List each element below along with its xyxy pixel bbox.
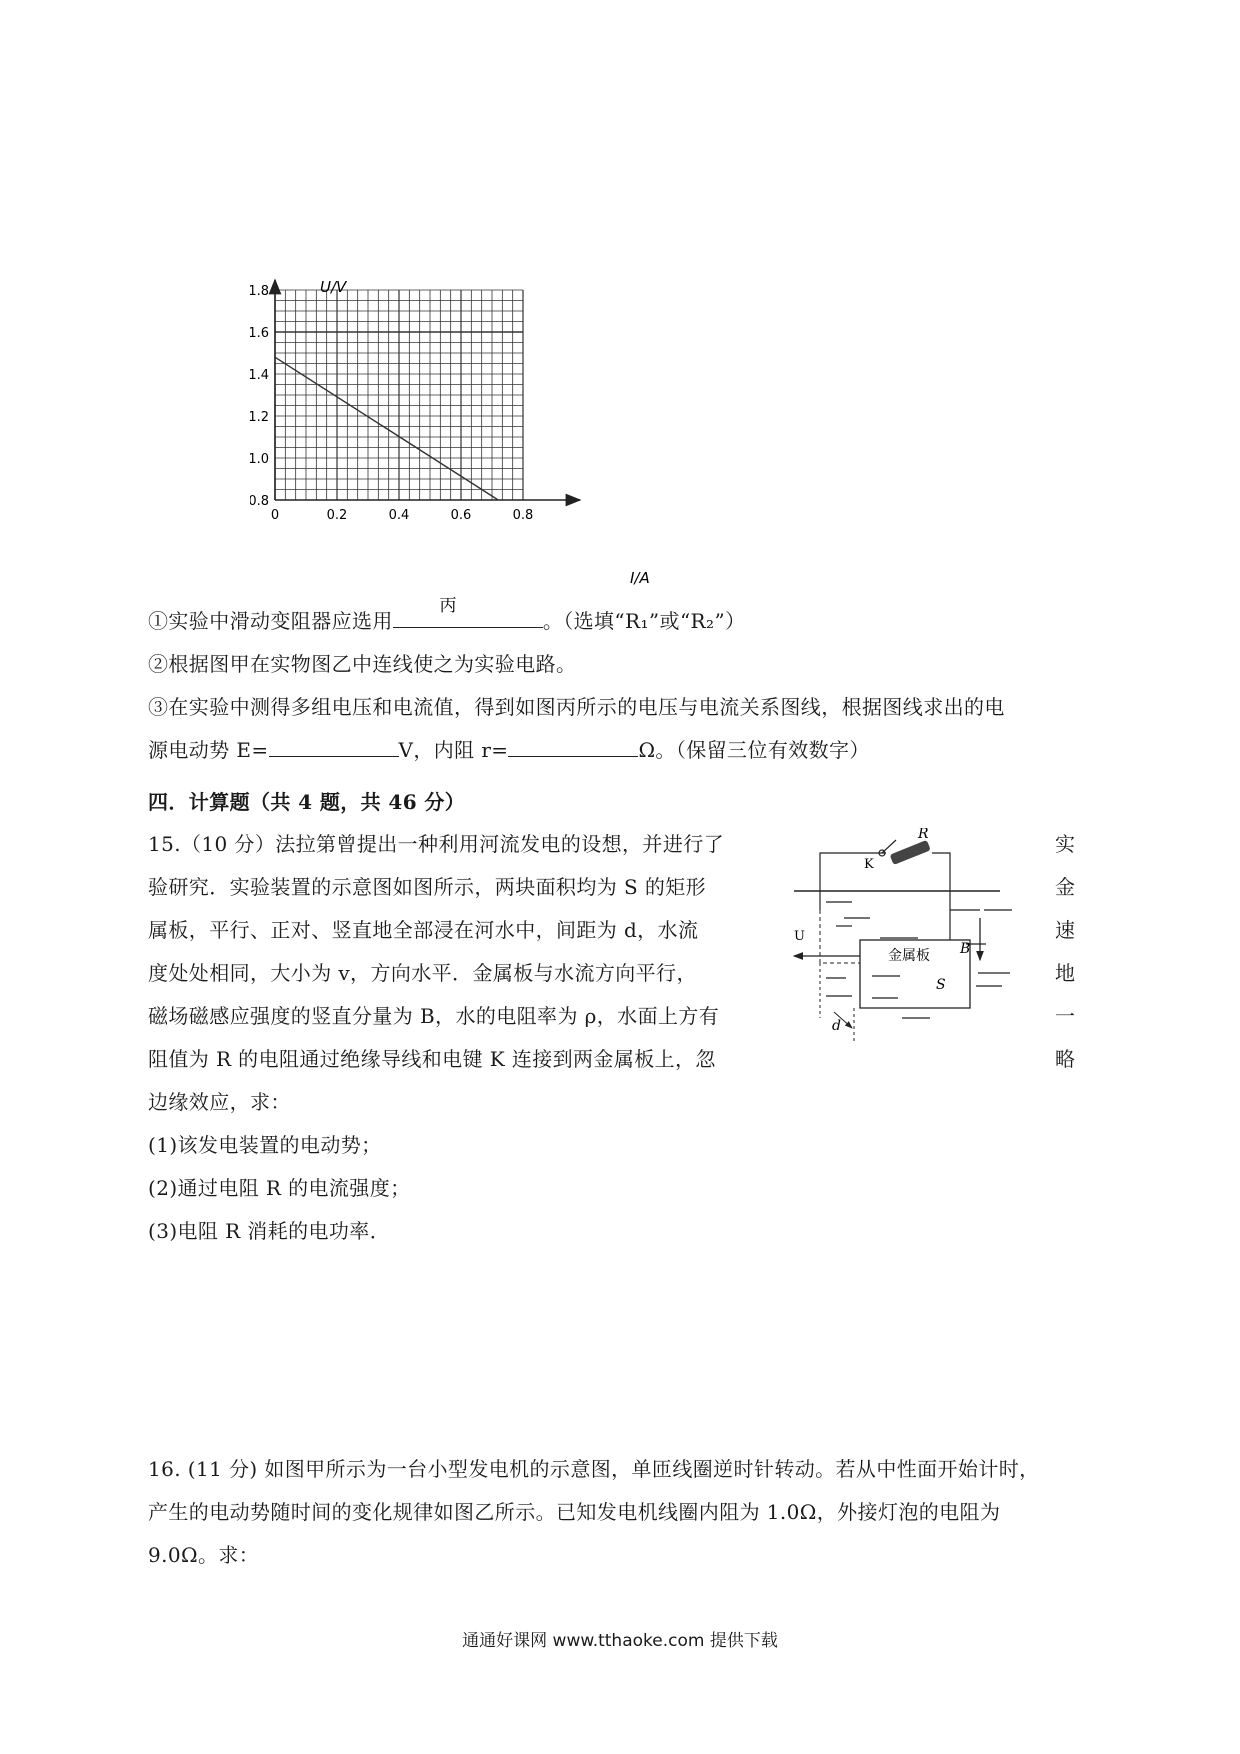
graph-caption: 丙 [439, 596, 457, 616]
q15-subquestion-3: (3)电阻 R 消耗的电功率． [148, 1219, 391, 1243]
q15-line-1: 15.（10 分）法拉第曾提出一种利用河流发电的设想，并进行了 [148, 832, 725, 856]
q15-side-char-1: 实 [1055, 832, 1076, 856]
y-tick-label: 1.6 [250, 326, 269, 341]
q14-item-1-text: ①实验中滑动变阻器应选用 [148, 609, 393, 633]
q15-text [148, 823, 724, 1124]
emf-label: 源电动势 E= [148, 738, 269, 762]
answer-blank-emf[interactable] [269, 755, 399, 757]
q15-line-5: 磁场磁感应强度的竖直分量为 B，水的电阻率为 ρ，水面上方有 [148, 1004, 720, 1028]
u-i-line [275, 357, 498, 500]
y-tick-label: 0.8 [250, 494, 269, 509]
graph-axes [275, 280, 580, 500]
q14-item-2: ②根据图甲在实物图乙中连线使之为实验电路。 [148, 652, 577, 676]
q14-item-3-note: Ω。（保留三位有效数字） [638, 738, 870, 762]
page-footer: 通通好课网 www.tthaoke.com 提供下载 [462, 1631, 778, 1651]
wire-right [932, 853, 950, 940]
x-tick-label: 0 [270, 508, 280, 523]
x-tick-label: 0.4 [388, 508, 410, 523]
q14-item-1-hint: 。（选填“R₁”或“R₂”） [542, 609, 746, 633]
answer-blank-rheostat[interactable] [393, 626, 543, 628]
q15-line-3: 属板，平行、正对、竖直地全部浸在河水中，间距为 d，水流 [148, 918, 699, 942]
q15-subquestions [148, 1124, 411, 1253]
q15-subquestion-2: (2)通过电阻 R 的电流强度； [148, 1176, 411, 1200]
q14-item-1 [148, 600, 745, 643]
x-tick-label: 0.6 [450, 508, 472, 523]
answer-blank-internal-resistance[interactable] [508, 755, 638, 757]
q15-line-6: 阻值为 R 的电阻通过绝缘导线和电键 K 连接到两金属板上，忽 [148, 1047, 716, 1071]
q16-line-1: 16. (11 分) 如图甲所示为一台小型发电机的示意图，单匝线圈逆时针转动。若从中性面开始计时， [148, 1457, 1040, 1481]
y-tick-label: 1.8 [250, 284, 269, 299]
q15-side-char-4: 地 [1055, 961, 1076, 985]
graph-tick-labels [250, 284, 533, 523]
resistor-icon [890, 840, 931, 865]
q16-text [148, 1448, 1040, 1577]
y-tick-label: 1.4 [250, 368, 269, 383]
label-K: K [864, 857, 874, 872]
q16-line-3: 9.0Ω。求： [148, 1543, 260, 1567]
key-lever-icon [882, 840, 896, 853]
q15-side-char-3: 速 [1055, 918, 1076, 942]
y-tick-label: 1.2 [250, 410, 269, 425]
resistance-label: V，内阻 r= [398, 738, 509, 762]
q15-line-4: 度处处相同，大小为 v，方向水平．金属板与水流方向平行， [148, 961, 697, 985]
x-tick-label: 0.2 [326, 508, 348, 523]
label-metal-plate: 金属板 [888, 948, 930, 964]
label-U: U [794, 929, 805, 944]
x-axis-label: I/A [630, 569, 650, 587]
label-R: R [918, 828, 929, 842]
label-d: d [832, 1018, 841, 1034]
q15-line-2: 验研究．实验装置的示意图如图所示，两块面积均为 S 的矩形 [148, 875, 707, 899]
river-generator-svg [790, 828, 1020, 1043]
q15-subquestion-1: (1)该发电装置的电动势； [148, 1133, 382, 1157]
graph-series [275, 357, 498, 500]
q14-item-3-line-2 [148, 729, 870, 772]
q15-line-7: 边缘效应，求： [148, 1090, 291, 1114]
y-axis-label: U/V [320, 278, 347, 296]
q16-line-2: 产生的电动势随时间的变化规律如图乙所示。已知发电机线圈内阻为 1.0Ω，外接灯泡的电阻为 [148, 1500, 1001, 1524]
ui-graph-svg [250, 278, 670, 618]
label-B: B [960, 941, 971, 957]
q15-side-char-2: 金 [1055, 875, 1076, 899]
river-generator-figure [790, 828, 1020, 1043]
y-tick-label: 1.0 [250, 452, 269, 467]
ui-graph [250, 278, 670, 618]
section-4-heading: 四．计算题（共 4 题，共 46 分） [148, 790, 466, 814]
x-tick-label: 0.8 [512, 508, 534, 523]
q14-item-3-line-1: ③在实验中测得多组电压和电流值，得到如图丙所示的电压与电流关系图线，根据图线求出的电 [148, 695, 1005, 719]
label-S: S [936, 977, 946, 993]
q15-side-characters [1055, 823, 1075, 1081]
q15-side-char-6: 略 [1055, 1047, 1076, 1071]
q15-side-char-5: 一 [1055, 1004, 1076, 1028]
graph-grid [275, 290, 523, 500]
